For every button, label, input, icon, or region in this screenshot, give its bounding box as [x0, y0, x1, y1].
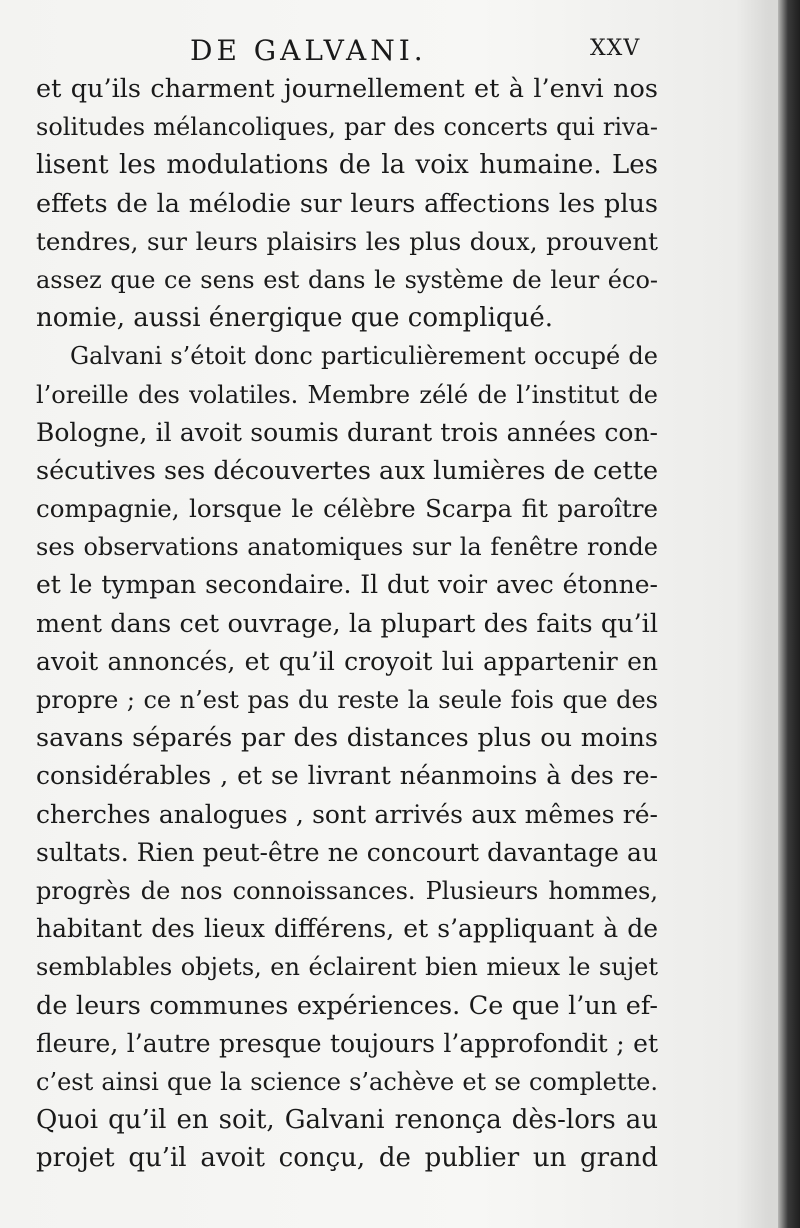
page-edge-shadow	[778, 0, 800, 1228]
text-line: tendres, sur leurs plaisirs les plus doux, prouvent	[36, 226, 658, 256]
text-line: sultats. Rien peut-être ne concourt davantage au	[36, 837, 658, 867]
text-line: habitant des lieux différens, et s’appliquant à de	[36, 914, 658, 944]
text-line: considérables , et se livrant néanmoins à des re-	[36, 761, 658, 791]
text-line: propre ; ce n’est pas du reste la seule fois que des	[36, 686, 658, 714]
running-head: DE GALVANI.	[190, 34, 427, 67]
text-line: assez que ce sens est dans le système de leur éco-	[36, 265, 658, 294]
text-line: fleure, l’autre presque toujours l’approfondit ; et	[36, 1028, 658, 1058]
text-line: sécutives ses découvertes aux lumières de cette	[36, 455, 659, 486]
text-line: progrès de nos connoissances. Plusieurs hommes,	[36, 876, 658, 905]
text-line: effets de la mélodie sur leurs affections les plus	[36, 188, 658, 219]
text-line: et le tympan secondaire. Il dut voir avec étonne-	[36, 570, 658, 600]
text-line: Bologne, il avoit soumis durant trois années con-	[36, 417, 658, 447]
text-line: de leurs communes expériences. Ce que l’un ef-	[36, 990, 658, 1021]
text-line: c’est ainsi que la science s’achève et se complette.	[36, 1067, 658, 1096]
text-line: Quoi qu’il en soit, Galvani renonça dès-lors au	[36, 1105, 658, 1136]
text-line: savans séparés par des distances plus ou moins	[36, 723, 658, 754]
body-text	[36, 70, 658, 1177]
page-header	[0, 34, 800, 74]
text-line: solitudes mélancoliques, par des concerts qui riva-	[36, 113, 658, 142]
text-line: et qu’ils charment journellement et à l’envi nos	[36, 74, 658, 104]
text-line: nomie, aussi énergique que compliqué.	[36, 303, 553, 334]
text-line: semblables objets, en éclairent bien mieux le sujet	[36, 953, 658, 982]
text-line: ment dans cet ouvrage, la plupart des faits qu’il	[36, 608, 658, 639]
text-line: Galvani s’étoit donc particulièrement occupé de	[70, 342, 658, 371]
text-line: ses observations anatomiques sur la fenêtre ronde	[36, 533, 658, 562]
text-line: lisent les modulations de la voix humaine. Les	[36, 150, 658, 181]
text-line: l’oreille des volatiles. Membre zélé de l’institut de	[36, 380, 658, 409]
text-line: cherches analogues , sont arrivés aux mêmes ré-	[36, 799, 658, 829]
text-line: projet qu’il avoit conçu, de publier un grand	[36, 1143, 658, 1174]
page-number: XXV	[590, 36, 641, 61]
text-line: compagnie, lorsque le célèbre Scarpa fit paroître	[36, 494, 658, 524]
text-line: avoit annoncés, et qu’il croyoit lui appartenir en	[36, 646, 658, 676]
